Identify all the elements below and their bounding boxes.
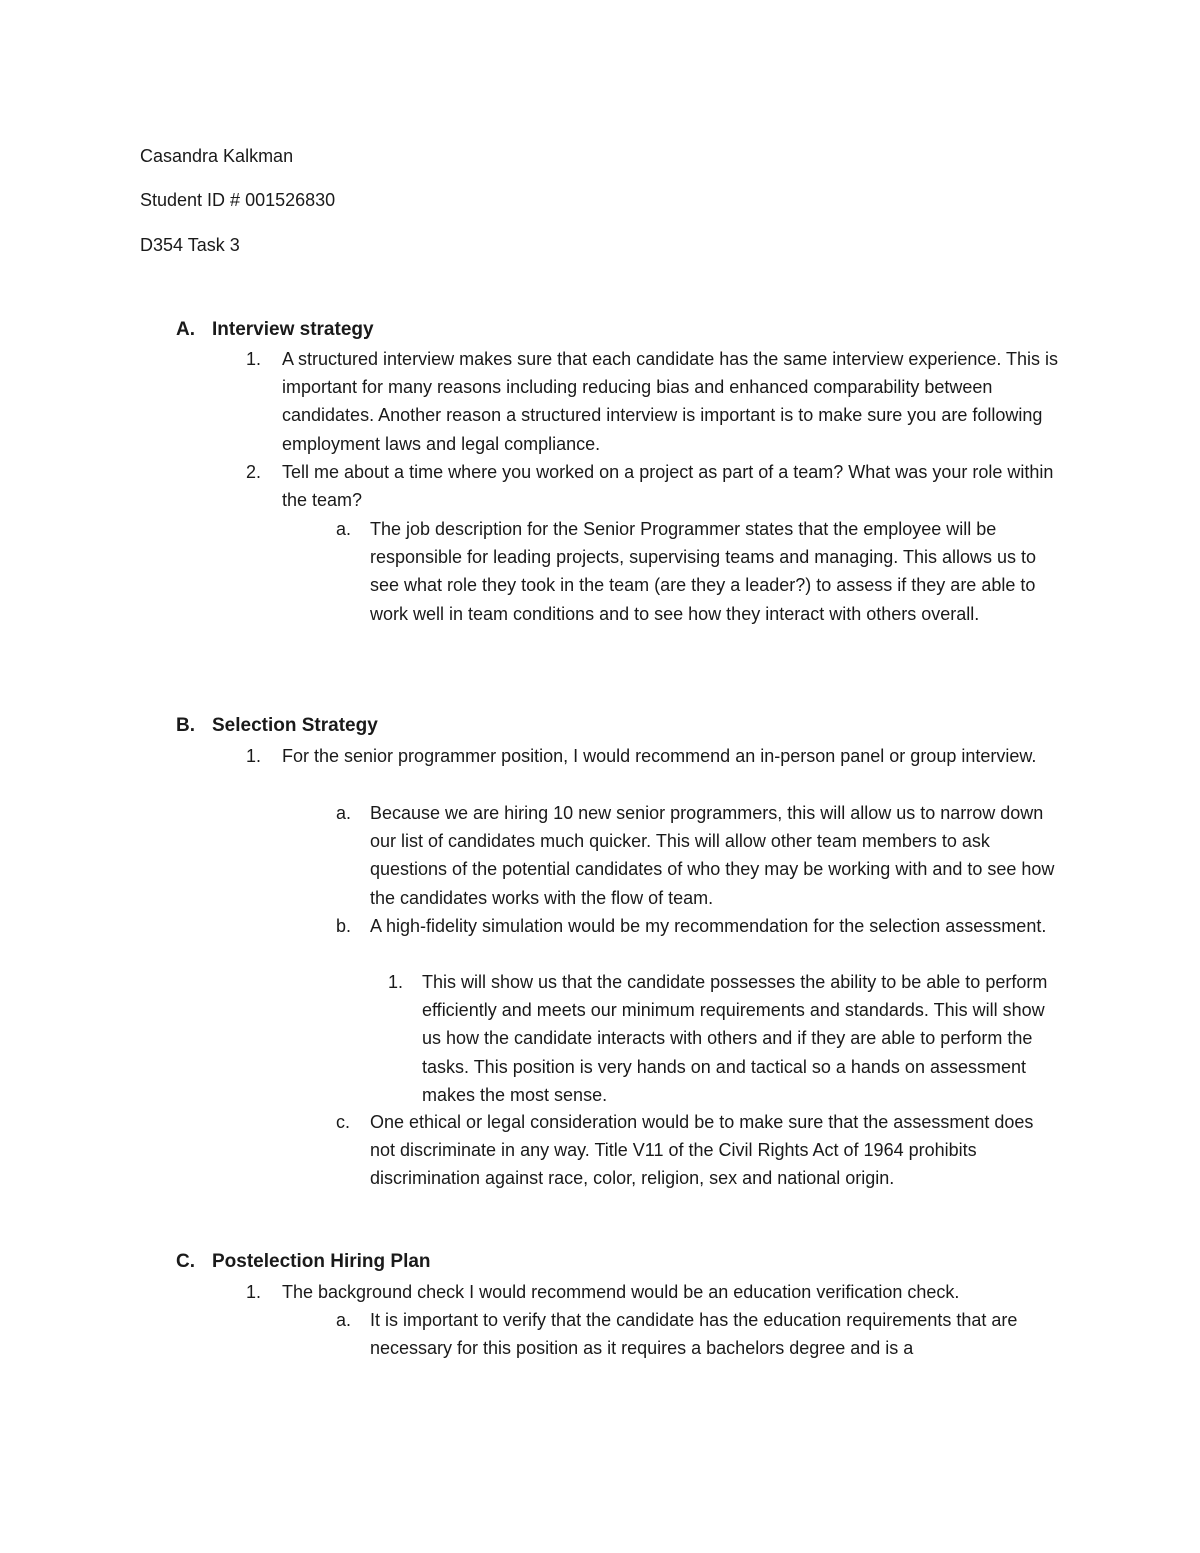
list-item <box>336 912 1060 940</box>
list-item <box>336 1108 1060 1193</box>
list-item-text: The job description for the Senior Programmer states that the employee will be responsible for leading projects, supervising teams and managing. This allows us to see what role they took in the team (are they a leader?) to assess if they are able to work well in team conditions and to see how they interact with others overall. <box>370 519 1037 624</box>
section-c-title: Postelection Hiring Plan <box>212 1251 431 1272</box>
list-item-text: This will show us that the candidate possesses the ability to be able to perform efficiently and meets our minimum requirements and standards. This will show us how the candidate interacts with others and if they are able to perform the tasks. This position is very hands on and tactical so a hands on assessment makes the most sense. <box>422 972 1048 1105</box>
section-a-title: Interview strategy <box>212 319 374 340</box>
list-marker: b. <box>336 916 352 936</box>
list-marker: a. <box>336 1310 352 1330</box>
list-marker: 1. <box>246 746 262 766</box>
section-a-heading <box>176 318 374 342</box>
list-item-text: Because we are hiring 10 new senior programmers, this will allow us to narrow down our list of candidates much quicker. This will allow other team members to ask questions of the potential candidates of who they may be working with and to see how the candidates works with the flow of team. <box>370 803 1055 908</box>
list-item-text: The background check I would recommend would be an education verification check. <box>282 1282 960 1302</box>
list-item <box>246 458 1072 514</box>
list-marker: 1. <box>246 349 262 369</box>
list-item-text: A high-fidelity simulation would be my recommendation for the selection assessment. <box>370 916 1047 936</box>
list-item-text: One ethical or legal consideration would be to make sure that the assessment does not discriminate in any way. Title V11 of the Civil Rights Act of 1964 prohibits discrimination against race, color, religion, sex and national origin. <box>370 1112 1034 1189</box>
author-name: Casandra Kalkman <box>140 146 294 166</box>
list-item <box>388 968 1062 1109</box>
list-item-text: It is important to verify that the candidate has the education requirements that are necessary for this position as it requires a bachelors degree and is a <box>370 1310 1018 1359</box>
list-marker: a. <box>336 803 352 823</box>
section-b-heading <box>176 714 378 738</box>
list-marker: 1. <box>246 1282 262 1302</box>
list-item <box>246 742 1072 770</box>
list-marker: c. <box>336 1112 351 1132</box>
list-marker: 2. <box>246 462 262 482</box>
list-item-text: Tell me about a time where you worked on a project as part of a team? What was your role within the team? <box>282 462 1054 511</box>
section-b-title: Selection Strategy <box>212 715 378 736</box>
list-marker: 1. <box>388 972 404 992</box>
section-c-heading <box>176 1250 431 1274</box>
student-id: Student ID # 001526830 <box>140 190 336 210</box>
list-item <box>246 1278 1072 1306</box>
list-item <box>336 799 1060 912</box>
list-item <box>336 515 1060 628</box>
list-item-text: For the senior programmer position, I would recommend an in-person panel or group interview. <box>282 746 1037 766</box>
list-item <box>336 1306 1060 1362</box>
course-task: D354 Task 3 <box>140 235 240 255</box>
section-c-marker: C. <box>176 1251 195 1272</box>
list-item-text: A structured interview makes sure that each candidate has the same interview experience. This is important for many reasons including reducing bias and enhanced comparability between candidates. Another reason a structured interview is important is to make sure you are following employment laws and legal compliance. <box>282 349 1059 454</box>
section-a-marker: A. <box>176 319 195 340</box>
list-item <box>246 345 1072 458</box>
list-marker: a. <box>336 519 352 539</box>
section-b-marker: B. <box>176 715 195 736</box>
